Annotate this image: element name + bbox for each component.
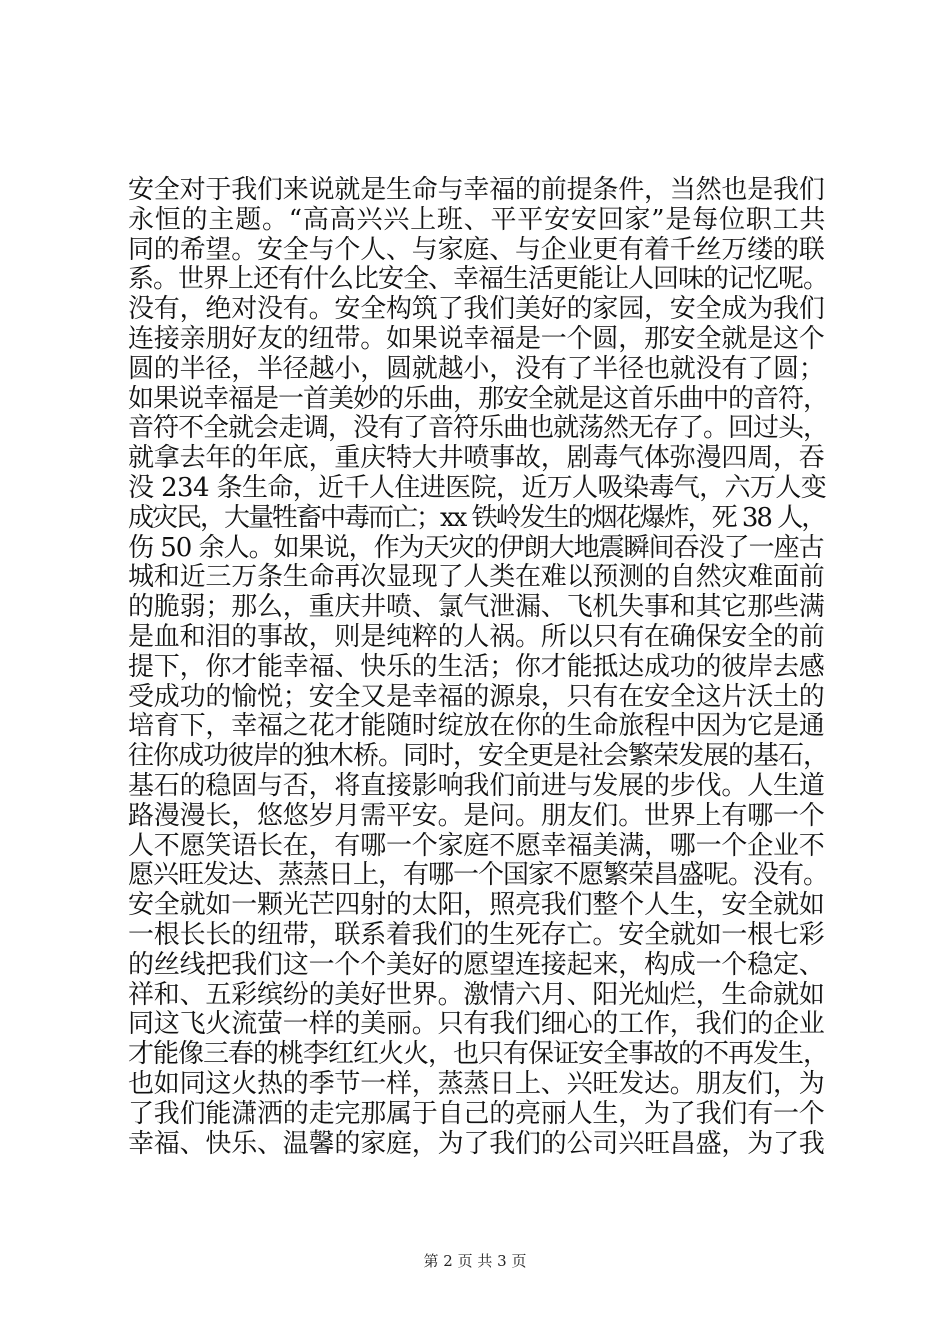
text-line: 受成功的愉悦；安全又是幸福的源泉，只有在安全这片沃土的	[128, 681, 825, 712]
text-line: 圆的半径，半径越小，圆就越小，没有了半径也就没有了圆；	[128, 353, 825, 384]
text-line: 一根长长的纽带，联系着我们的生死存亡。安全就如一根七彩	[128, 919, 825, 950]
text-line: 同这飞火流萤一样的美丽。只有我们细心的工作，我们的企业	[128, 1009, 825, 1040]
body-paragraph	[128, 176, 828, 1159]
text-line: 音符不全就会走调，没有了音符乐曲也就荡然无存了。回过头，	[128, 413, 829, 444]
text-line: 了我们能潇洒的走完那属于自己的亮丽人生，为了我们有一个	[128, 1098, 825, 1129]
text-line: 成灾民，大量牲畜中毒而亡；xx 铁岭发生的烟花爆炸，死 38 人，	[128, 502, 826, 533]
text-line: 的丝线把我们这一个个美好的愿望连接起来，构成一个稳定、	[128, 949, 825, 980]
text-line: 愿兴旺发达、蒸蒸日上，有哪一个国家不愿繁荣昌盛呢。没有。	[128, 860, 829, 891]
text-line: 永恒的主题。“高高兴兴上班、平平安安回家”是每位职工共	[128, 204, 827, 235]
text-line: 幸福、快乐、温馨的家庭，为了我们的公司兴旺昌盛，为了我	[128, 1128, 825, 1159]
text-line: 如果说幸福是一首美妙的乐曲，那安全就是这首乐曲中的音符，	[128, 383, 829, 414]
text-line: 没 234 条生命，近千人住进医院，近万人吸染毒气，六万人变	[128, 472, 827, 503]
text-line: 安全就如一颗光芒四射的太阳，照亮我们整个人生，安全就如	[128, 890, 825, 921]
text-line: 连接亲朋好友的纽带。如果说幸福是一个圆，那安全就是这个	[128, 323, 825, 354]
text-line: 路漫漫长，悠悠岁月需平安。是问。朋友们。世界上有哪一个	[128, 800, 825, 831]
text-line: 培育下，幸福之花才能随时绽放在你的生命旅程中因为它是通	[128, 711, 825, 742]
text-line: 祥和、五彩缤纷的美好世界。激情六月、阳光灿烂，生命就如	[128, 979, 825, 1010]
text-line: 伤 50 余人。如果说，作为天灾的伊朗大地震瞬间吞没了一座古	[128, 532, 824, 563]
page-number-footer: 第 2 页 共 3 页	[423, 1252, 527, 1270]
text-line: 安全对于我们来说就是生命与幸福的前提条件，当然也是我们	[128, 175, 825, 205]
text-line: 人不愿笑语长在，有哪一个家庭不愿幸福美满，哪一个企业不	[128, 830, 825, 861]
text-line: 提下，你才能幸福、快乐的生活；你才能抵达成功的彼岸去感	[128, 651, 825, 682]
text-line: 就拿去年的年底，重庆特大井喷事故，剧毒气体弥漫四周，吞	[128, 443, 825, 474]
text-line: 没有，绝对没有。安全构筑了我们美好的家园，安全成为我们	[128, 294, 825, 325]
text-line: 往你成功彼岸的独木桥。同时，安全更是社会繁荣发展的基石，	[128, 741, 829, 772]
text-line: 才能像三春的桃李红红火火，也只有保证安全事故的不再发生，	[128, 1039, 829, 1070]
text-line: 基石的稳固与否，将直接影响我们前进与发展的步伐。人生道	[128, 770, 825, 801]
text-line: 是血和泪的事故，则是纯粹的人祸。所以只有在确保安全的前	[128, 621, 825, 652]
text-line: 也如同这火热的季节一样，蒸蒸日上、兴旺发达。朋友们，为	[128, 1068, 825, 1099]
text-line: 系。世界上还有什么比安全、幸福生活更能让人回味的记忆呢。	[128, 264, 829, 295]
text-line: 同的希望。安全与个人、与家庭、与企业更有着千丝万缕的联	[128, 234, 825, 265]
text-line: 城和近三万条生命再次显现了人类在难以预测的自然灾难面前	[128, 562, 825, 593]
text-line: 的脆弱；那么，重庆井喷、氯气泄漏、飞机失事和其它那些满	[128, 592, 825, 623]
